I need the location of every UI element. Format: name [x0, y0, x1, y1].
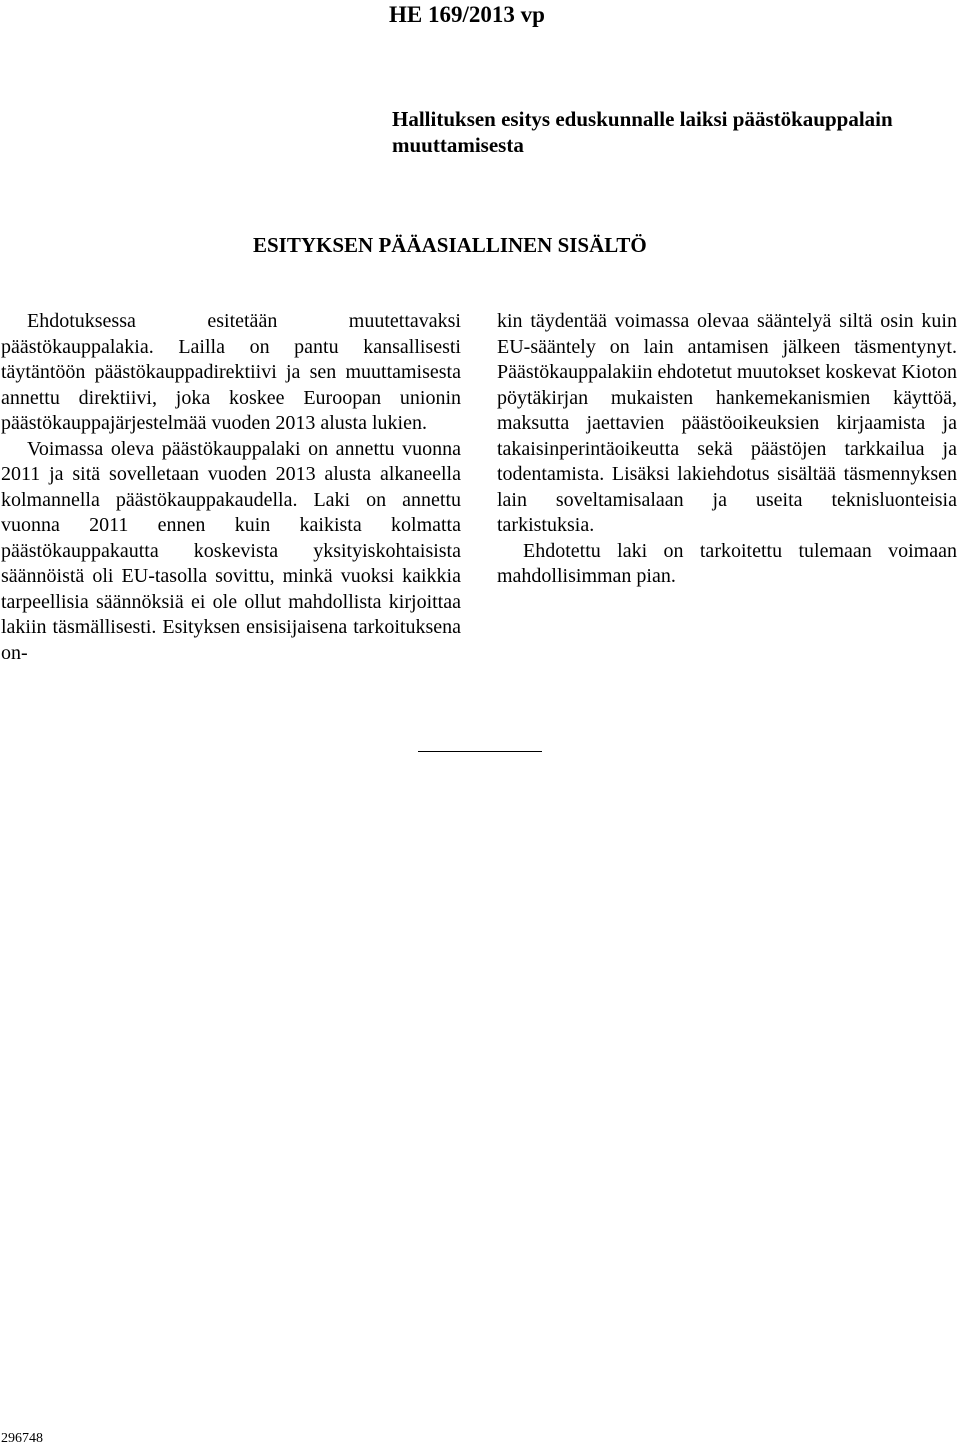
body-paragraph-3: Ehdotettu laki on tarkoitettu tulemaan voimaan mahdollisimman pian.: [497, 539, 957, 587]
page-code: 296748: [1, 1431, 43, 1446]
right-text-column: [497, 309, 957, 590]
body-paragraph-1: Ehdotuksessa esitetään muutettavaksi päästökauppalakia. Lailla on pantu kansallisesti täytäntöön päästökauppadirektiivi ja sen muuttamisesta annettu direktiivi, joka koskee Euroopan unionin päästökauppajärjestelmää vuoden 2013 alusta lukien.: [1, 310, 461, 434]
document-number: HE 169/2013 vp: [389, 2, 545, 27]
body-paragraph-2-continued: kin täydentää voimassa olevaa sääntelyä siltä osin kuin EU-sääntely on lain antamisen jälkeen täsmentynyt. Päästökauppalakiin ehdotetut muutokset koskevat Kioton pöytäkirjan mukaisten hankemekanismien käyttöä, maksutta jaettavien päästöoikeuksien kirjaamista ja takaisinperintäoikeutta sekä päästöjen tarkkailua ja todentamista. Lisäksi lakiehdotus sisältää täsmennyksen lain soveltamisalaan ja useita teknisluonteisia tarkistuksia.: [497, 310, 957, 536]
document-title: Hallituksen esitys eduskunnalle laiksi päästökauppalain muuttamisesta: [392, 107, 893, 157]
end-of-summary-rule: [418, 751, 542, 752]
body-paragraph-2: Voimassa oleva päästökauppalaki on annettu vuonna 2011 ja sitä sovelletaan vuoden 2013 alusta alkaneella kolmannella päästökauppakaudella. Laki on annettu vuonna 2011 ennen kuin kaikista kolmatta päästökauppakautta koskevista yksityiskohtaisista säännöistä oli EU-tasolla sovittu, minkä vuoksi kaikkia tarpeellisia säännöksiä ei ole ollut mahdollista kirjoittaa lakiin täsmällisesti. Esityksen ensisijaisena tarkoituksena on-: [1, 437, 461, 664]
section-heading: ESITYKSEN PÄÄASIALLINEN SISÄLTÖ: [253, 233, 647, 257]
left-text-column: [1, 309, 461, 666]
